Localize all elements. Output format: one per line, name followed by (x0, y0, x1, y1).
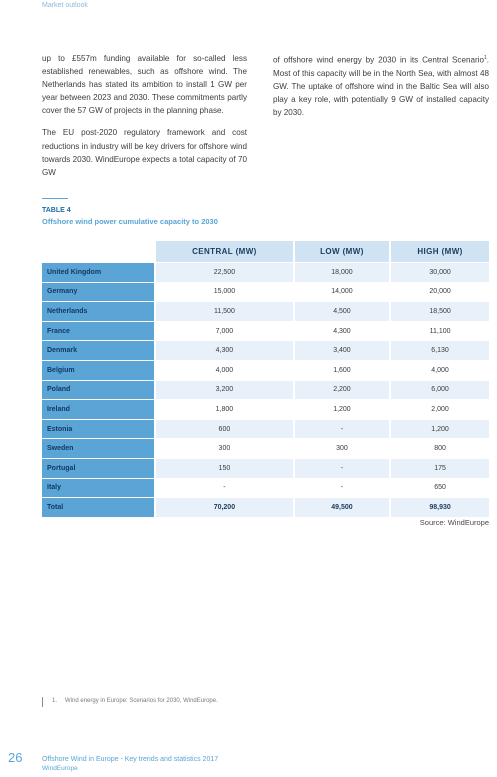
central-value-cell: 150 (154, 459, 293, 478)
central-value-cell: 1,800 (154, 400, 293, 419)
high-value-cell: 175 (389, 459, 489, 478)
table-total-row (42, 498, 489, 517)
low-value-cell: 4,300 (293, 322, 389, 341)
high-value-cell: 6,130 (389, 341, 489, 360)
table-row (42, 381, 489, 400)
table-header-row (42, 241, 489, 262)
central-value-cell: - (154, 479, 293, 498)
column-header-central: CENTRAL (MW) (154, 241, 293, 262)
low-value-cell: 14,000 (293, 283, 389, 302)
country-cell: Ireland (42, 400, 154, 419)
body-paragraph: The EU post-2020 regulatory framework and cost reductions in industry will be key drivers for offshore wind towards 2030. WindEurope expects a total capacity of 70 GW (42, 128, 247, 177)
low-value-cell: 1,200 (293, 400, 389, 419)
body-paragraph: up to £557m funding available for so-called less established renewables, such as offshore wind. The Netherlands has stated its ambition to install 1 GW per year between 2023 and 2030. These commitments partly cover the 57 GW of projects in the planning phase. (42, 54, 247, 116)
table-divider (42, 198, 68, 199)
table-row (42, 302, 489, 321)
central-value-cell: 3,200 (154, 381, 293, 400)
footer-title: Offshore Wind in Europe - Key trends and statistics 2017 (42, 756, 219, 763)
low-value-cell: 3,400 (293, 341, 389, 360)
country-cell: Netherlands (42, 302, 154, 321)
country-cell: Estonia (42, 420, 154, 439)
central-value-cell: 70,200 (154, 498, 293, 517)
high-value-cell: 800 (389, 439, 489, 458)
low-value-cell: 2,200 (293, 381, 389, 400)
table-row (42, 479, 489, 498)
footnote-number: 1. (52, 698, 58, 704)
low-value-cell: 1,600 (293, 361, 389, 380)
footer-org: WindEurope (42, 765, 78, 772)
body-paragraph: of offshore wind energy by 2030 in its Central Scenario$^1$. Most of this capacity will be in the North Sea, with almost 48 GW. The uptake of offshore wind in the Baltic Sea will also play a key role, with potentially 9 GW of installed capacity by 2030. (273, 55, 489, 118)
table-row (42, 420, 489, 439)
capacity-table (42, 240, 489, 518)
table-row (42, 459, 489, 478)
country-cell: France (42, 322, 154, 341)
central-value-cell: 15,000 (154, 283, 293, 302)
high-value-cell: 30,000 (389, 263, 489, 282)
table-corner-cell (42, 241, 154, 262)
section-label: Market outlook (42, 2, 88, 9)
high-value-cell: 20,000 (389, 283, 489, 302)
low-value-cell: 18,000 (293, 263, 389, 282)
page-number: 26 (8, 750, 23, 765)
low-value-cell: - (293, 479, 389, 498)
central-value-cell: 7,000 (154, 322, 293, 341)
central-value-cell: 11,500 (154, 302, 293, 321)
country-cell: Denmark (42, 341, 154, 360)
footnote-reference: 1 (483, 55, 487, 61)
column-header-low: LOW (MW) (293, 241, 389, 262)
central-value-cell: 22,500 (154, 263, 293, 282)
high-value-cell: 1,200 (389, 420, 489, 439)
table-row (42, 283, 489, 302)
high-value-cell: 18,500 (389, 302, 489, 321)
low-value-cell: - (293, 420, 389, 439)
country-cell: Belgium (42, 361, 154, 380)
country-cell: United Kingdom (42, 263, 154, 282)
table-row (42, 439, 489, 458)
high-value-cell: 11,100 (389, 322, 489, 341)
table-title: Offshore wind power cumulative capacity to 2030 (42, 217, 218, 226)
central-value-cell: 300 (154, 439, 293, 458)
low-value-cell: 300 (293, 439, 389, 458)
central-value-cell: 4,300 (154, 341, 293, 360)
high-value-cell: 2,000 (389, 400, 489, 419)
high-value-cell: 98,930 (389, 498, 489, 517)
table-source: Source: WindEurope (419, 518, 489, 527)
body-right-column (273, 52, 489, 128)
low-value-cell: - (293, 459, 389, 478)
footnote (52, 698, 218, 704)
footnote-text: Wind energy in Europe: Scenarios for 2030, WindEurope. (65, 698, 218, 704)
table-row (42, 341, 489, 360)
table-row (42, 400, 489, 419)
low-value-cell: 4,500 (293, 302, 389, 321)
high-value-cell: 650 (389, 479, 489, 498)
country-cell: Total (42, 498, 154, 517)
country-cell: Portugal (42, 459, 154, 478)
high-value-cell: 6,000 (389, 381, 489, 400)
central-value-cell: 4,000 (154, 361, 293, 380)
country-cell: Sweden (42, 439, 154, 458)
table-row (42, 361, 489, 380)
country-cell: Italy (42, 479, 154, 498)
footnote-bar (42, 697, 43, 707)
table-label: TABLE 4 (42, 207, 71, 214)
country-cell: Germany (42, 283, 154, 302)
column-header-high: HIGH (MW) (389, 241, 489, 262)
table-row (42, 263, 489, 282)
country-cell: Poland (42, 381, 154, 400)
table-row (42, 322, 489, 341)
high-value-cell: 4,000 (389, 361, 489, 380)
low-value-cell: 49,500 (293, 498, 389, 517)
body-left-column (42, 52, 247, 188)
central-value-cell: 600 (154, 420, 293, 439)
